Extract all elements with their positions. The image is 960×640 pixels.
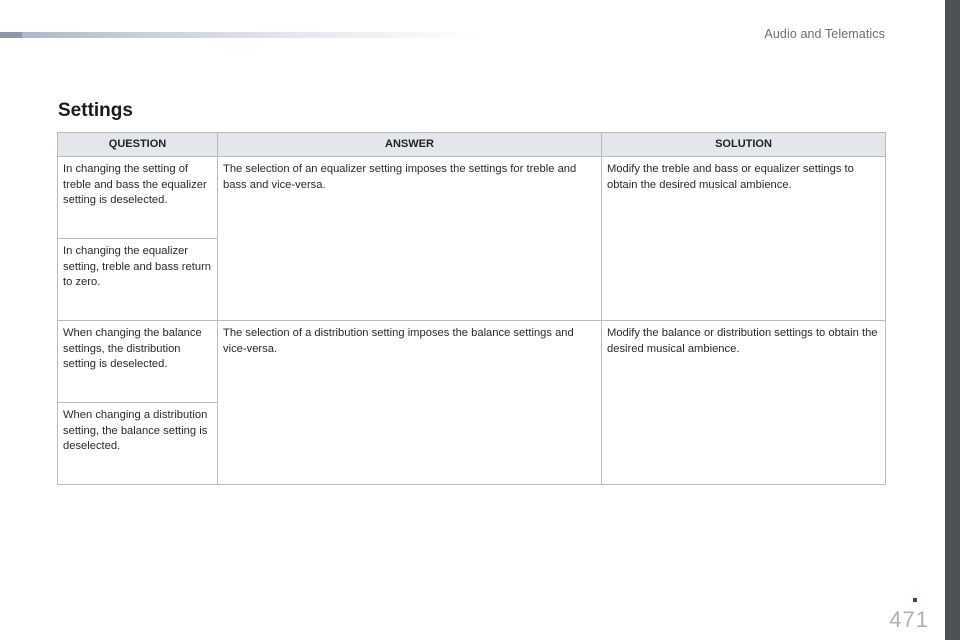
question-cell: When changing a distribution setting, the balance setting is deselected.: [58, 403, 218, 485]
column-header-answer: ANSWER: [218, 133, 602, 157]
question-cell: In changing the setting of treble and bass the equalizer setting is deselected.: [58, 157, 218, 239]
question-cell: When changing the balance settings, the distribution setting is deselected.: [58, 321, 218, 403]
page-marker: [913, 598, 917, 602]
table-header-row: [58, 133, 886, 157]
question-cell: In changing the equalizer setting, treble and bass return to zero.: [58, 239, 218, 321]
answer-cell: The selection of a distribution setting imposes the balance settings and vice-versa.: [218, 321, 602, 485]
header-gradient-bar: [0, 32, 480, 38]
column-header-question: QUESTION: [58, 133, 218, 157]
header-bar-accent: [0, 32, 22, 38]
answer-cell: The selection of an equalizer setting imposes the settings for treble and bass and vice-versa.: [218, 157, 602, 321]
page-edge-strip: [945, 0, 960, 640]
solution-cell: Modify the treble and bass or equalizer settings to obtain the desired musical ambience.: [602, 157, 886, 321]
solution-cell: Modify the balance or distribution settings to obtain the desired musical ambience.: [602, 321, 886, 485]
section-title: Audio and Telematics: [764, 27, 885, 41]
page-title: Settings: [58, 100, 133, 121]
column-header-solution: SOLUTION: [602, 133, 886, 157]
page-number: 471: [889, 607, 929, 632]
table-row: [58, 157, 886, 239]
faq-table: [57, 132, 886, 485]
table-row: [58, 321, 886, 403]
